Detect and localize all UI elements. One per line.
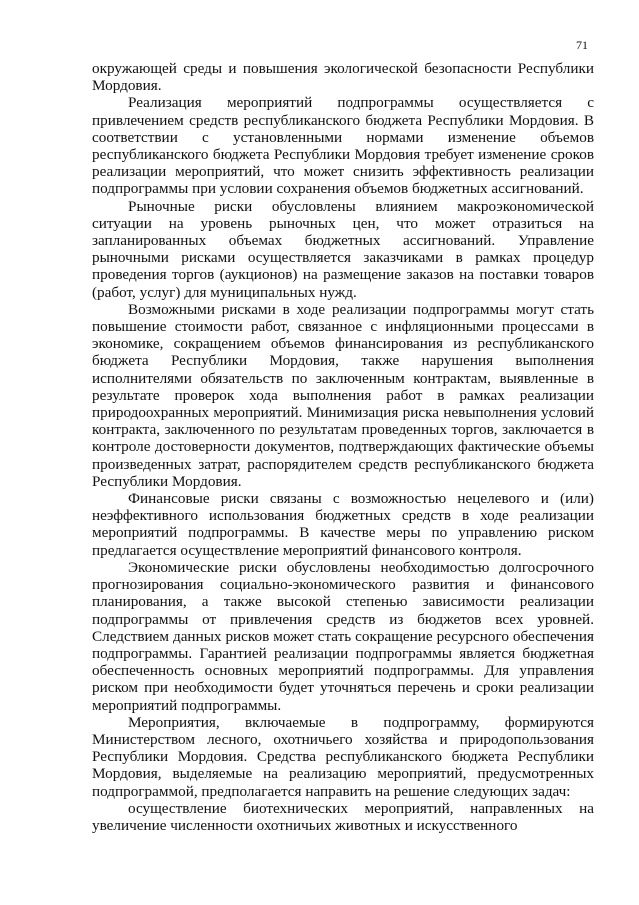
paragraph-economic-risks: Экономические риски обусловлены необходимостью долгосрочного прогнозирования социально-экономического развития и финансового планирования, а также высокой степенью зависимости реализации подпрограммы от привлечения средств из бюджетов всех уровней. Следствием данных рисков может стать сокращение ресурсного обеспечения подпрограммы. Гарантией реализации подпрограммы является бюджетная обеспеченность основных мероприятий подпрограммы. Для управления риском при необходимости будет уточняться перечень и сроки реализации мероприятий подпрограммы. <box>92 558 594 714</box>
paragraph-financial-risks: Финансовые риски связаны с возможностью нецелевого и (или) неэффективного использования бюджетных средств в ходе реализации мероприятий подпрограммы. В качестве меры по управлению риском предлагается осуществление мероприятий финансового контроля. <box>92 490 594 559</box>
document-body <box>92 60 594 834</box>
paragraph-possible-risks: Возможными рисками в ходе реализации подпрограммы могут стать повышение стоимости работ, связанное с инфляционными процессами в экономике, сокращением объемов финансирования из республиканского бюджета Республики Мордовия, также нарушения выполнения исполнителями обязательств по заключенным контрактам, выявленные в результате проверок хода выполнения работ в рамках реализации природоохранных мероприятий. Минимизация риска невыполнения условий контракта, заключенного по результатам проведенных торгов, заключается в контроле достоверности документов, подтверждающих фактические объемы произведенных затрат, распорядителем средств республиканского бюджета Республики Мордовия. <box>92 300 594 490</box>
paragraph-market-risks: Рыночные риски обусловлены влиянием макроэкономической ситуации на уровень рыночных цен, что может отразиться на запланированных объемах бюджетных ассигнований. Управление рыночными рисками осуществляется заказчиками в рамках процедур проведения торгов (аукционов) на размещение заказов на поставки товаров (работ, услуг) для муниципальных нужд. <box>92 197 594 301</box>
paragraph-continuation: окружающей среды и повышения экологической безопасности Республики Мордовия. <box>92 60 594 95</box>
paragraph-measures: Мероприятия, включаемые в подпрограмму, формируются Министерством лесного, охотничьего хозяйства и природопользования Республики Мордовия. Средства республиканского бюджета Республики Мордовия, выделяемые на реализацию мероприятий, предусмотренных подпрограммой, предполагается направить на решение следующих задач: <box>92 713 594 800</box>
page-number: 71 <box>576 38 588 52</box>
paragraph-biotechnical: осуществление биотехнических мероприятий, направленных на увеличение численности охотничьих животных и искусственного <box>92 799 594 834</box>
paragraph-funding: Реализация мероприятий подпрограммы осуществляется с привлечением средств республиканского бюджета Республики Мордовия. В соответствии с установленными нормами изменение объемов республиканского бюджета Республики Мордовия требует изменение сроков реализации мероприятий, что может снизить эффективность реализации подпрограммы при условии сохранения объемов бюджетных ассигнований. <box>92 94 594 198</box>
